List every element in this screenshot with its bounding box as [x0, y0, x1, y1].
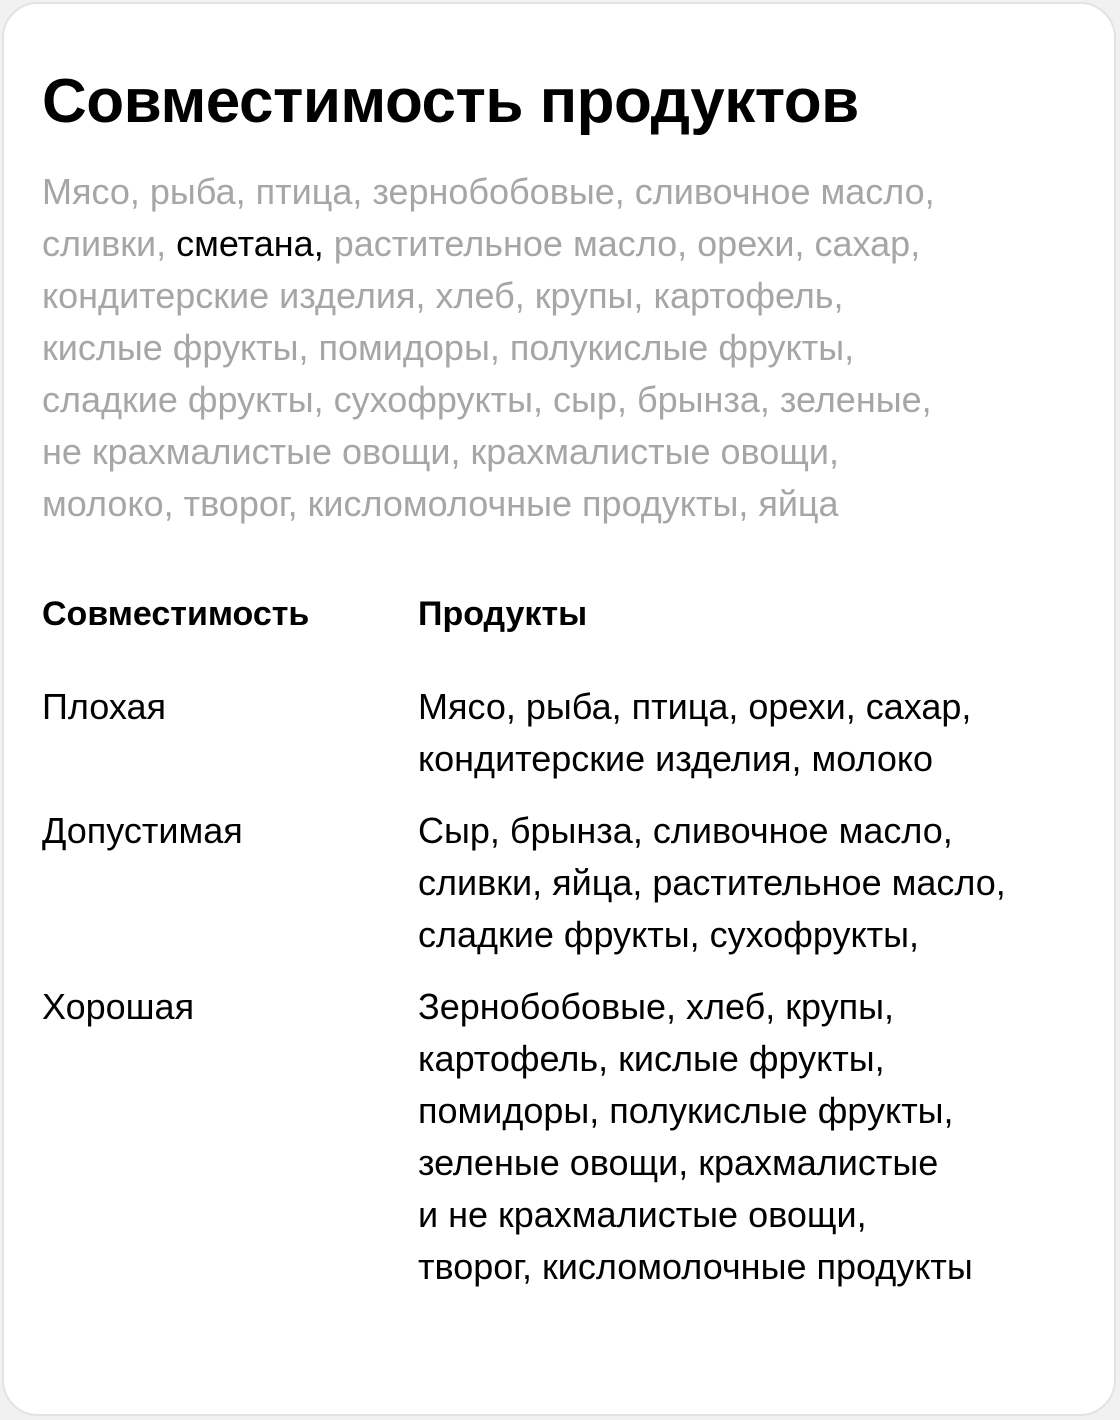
- compatibility-level-good: Хорошая: [42, 986, 195, 1027]
- page-title: Совместимость продуктов: [42, 67, 859, 136]
- header-compatibility: Совместимость: [42, 595, 310, 633]
- product-line: кондитерские изделия, молоко: [418, 738, 934, 779]
- product-list-line: кондитерские изделия, хлеб, крупы, картофель,: [42, 275, 844, 316]
- product-line: помидоры, полукислые фрукты,: [418, 1090, 954, 1131]
- products-bad: [418, 681, 971, 785]
- product-list-text: растительное масло, орехи, сахар,: [323, 223, 921, 264]
- highlighted-product: сметана,: [176, 223, 324, 264]
- product-list-line: молоко, творог, кисломолочные продукты, яйца: [42, 483, 839, 524]
- products-good: [418, 981, 973, 1293]
- product-line: картофель, кислые фрукты,: [418, 1038, 885, 1079]
- product-line: сливки, яйца, растительное масло,: [418, 862, 1006, 903]
- card: [2, 2, 1116, 1416]
- product-line: творог, кисломолочные продукты: [418, 1246, 973, 1287]
- header-products: Продукты: [418, 595, 588, 633]
- product-list-line: кислые фрукты, помидоры, полукислые фрукты,: [42, 327, 855, 368]
- product-list-line: [42, 218, 1102, 270]
- product-line: сладкие фрукты, сухофрукты,: [418, 914, 920, 955]
- compatibility-level-acceptable: Допустимая: [42, 810, 243, 851]
- product-list-line: не крахмалистые овощи, крахмалистые овощи,: [42, 431, 840, 472]
- product-list-line: сладкие фрукты, сухофрукты, сыр, брынза, зеленые,: [42, 379, 932, 420]
- product-list-line: Мясо, рыба, птица, зернобобовые, сливочное масло,: [42, 171, 935, 212]
- product-line: зеленые овощи, крахмалистые: [418, 1142, 939, 1183]
- compatibility-level-bad: Плохая: [42, 686, 167, 727]
- product-list-text: сливки,: [42, 223, 177, 264]
- product-line: Сыр, брынза, сливочное масло,: [418, 810, 953, 851]
- product-list-paragraph: [42, 166, 1102, 530]
- product-line: Мясо, рыба, птица, орехи, сахар,: [418, 686, 972, 727]
- product-line: Зернобобовые, хлеб, крупы,: [418, 986, 894, 1027]
- products-acceptable: [418, 805, 1006, 961]
- product-line: и не крахмалистые овощи,: [418, 1194, 867, 1235]
